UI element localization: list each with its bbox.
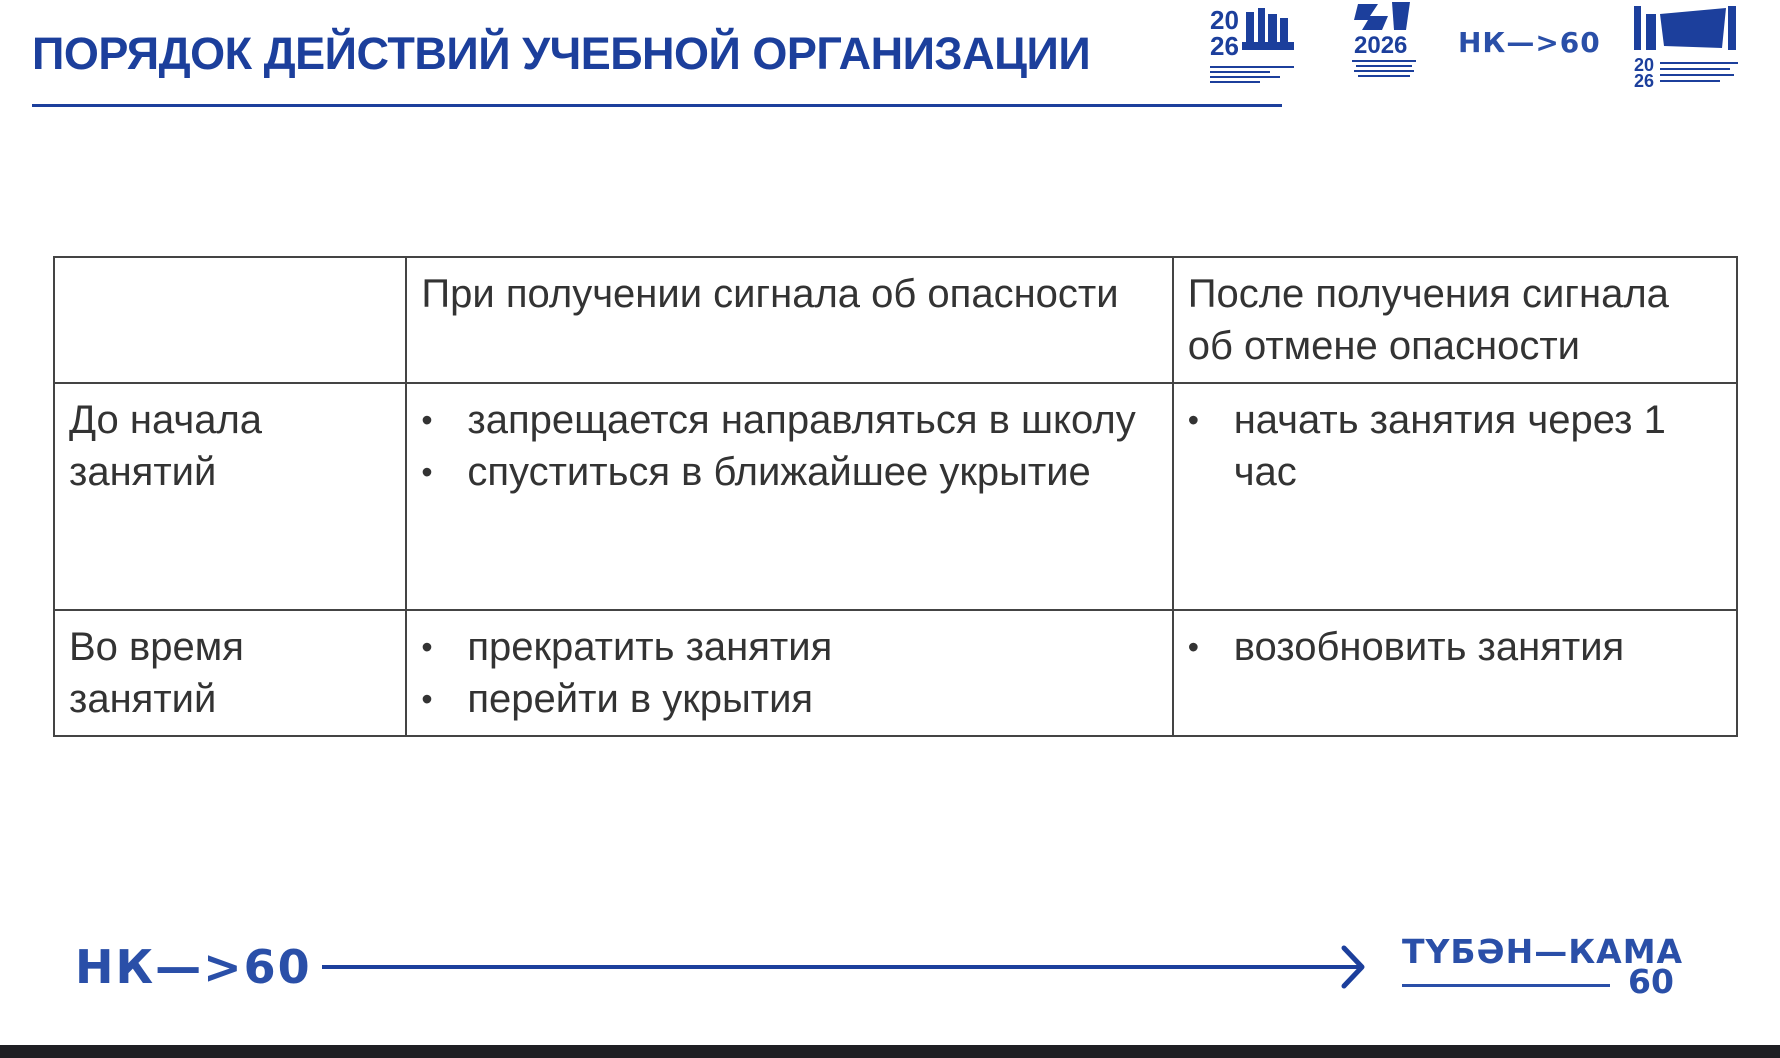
footer-timeline-line — [322, 965, 1362, 969]
logo4-year-bottom: 26 — [1634, 71, 1655, 91]
logo1-year-bottom: 26 — [1210, 31, 1239, 61]
row-label: Во время занятий — [54, 610, 406, 736]
tuben-kama-logo-text: ТҮБӘН—КАМА — [1402, 932, 1684, 971]
table-header-after-cancel: После получения сигнала об отмене опасности — [1173, 257, 1737, 383]
list-item: • перейти в укрытия — [421, 673, 1157, 725]
emblem-2026-logo — [1348, 0, 1420, 84]
arrow-right-icon — [1340, 944, 1366, 995]
list-item: • начать занятия через 1 час — [1188, 394, 1722, 498]
after-cancel-cell — [1173, 610, 1737, 736]
table-row — [54, 383, 1737, 610]
after-cancel-cell — [1173, 383, 1737, 610]
list-item: • возобновить занятия — [1188, 621, 1722, 673]
list-item: • запрещается направляться в школу — [421, 394, 1157, 446]
actions-table — [53, 256, 1738, 737]
nk60-logo: НК—>60 — [1458, 26, 1601, 59]
table-header-cell-empty — [54, 257, 406, 383]
title-underline — [32, 104, 1282, 107]
on-signal-cell — [406, 610, 1172, 736]
footer-nk60-logo: НК—>60 — [75, 940, 312, 994]
year-of-unity-logo — [1210, 4, 1302, 86]
table-row — [54, 610, 1737, 736]
row-label: До начала занятий — [54, 383, 406, 610]
tuben-kama-logo-number: 60 — [1628, 962, 1674, 1001]
logo2-year: 2026 — [1354, 32, 1408, 59]
table-header-on-signal: При получении сигнала об опасности — [406, 257, 1172, 383]
bottom-strip — [0, 1045, 1780, 1058]
year-of-culture-logo — [1630, 0, 1742, 90]
page-title: ПОРЯДОК ДЕЙСТВИЙ УЧЕБНОЙ ОРГАНИЗАЦИИ — [32, 28, 1091, 79]
logo1-year-top: 20 — [1210, 5, 1239, 35]
list-item: • спуститься в ближайшее укрытие — [421, 446, 1157, 498]
tuben-kama-logo-line — [1402, 984, 1610, 987]
logo4-year-top: 20 — [1634, 55, 1655, 75]
on-signal-cell — [406, 383, 1172, 610]
list-item: • прекратить занятия — [421, 621, 1157, 673]
table-header-row — [54, 257, 1737, 383]
